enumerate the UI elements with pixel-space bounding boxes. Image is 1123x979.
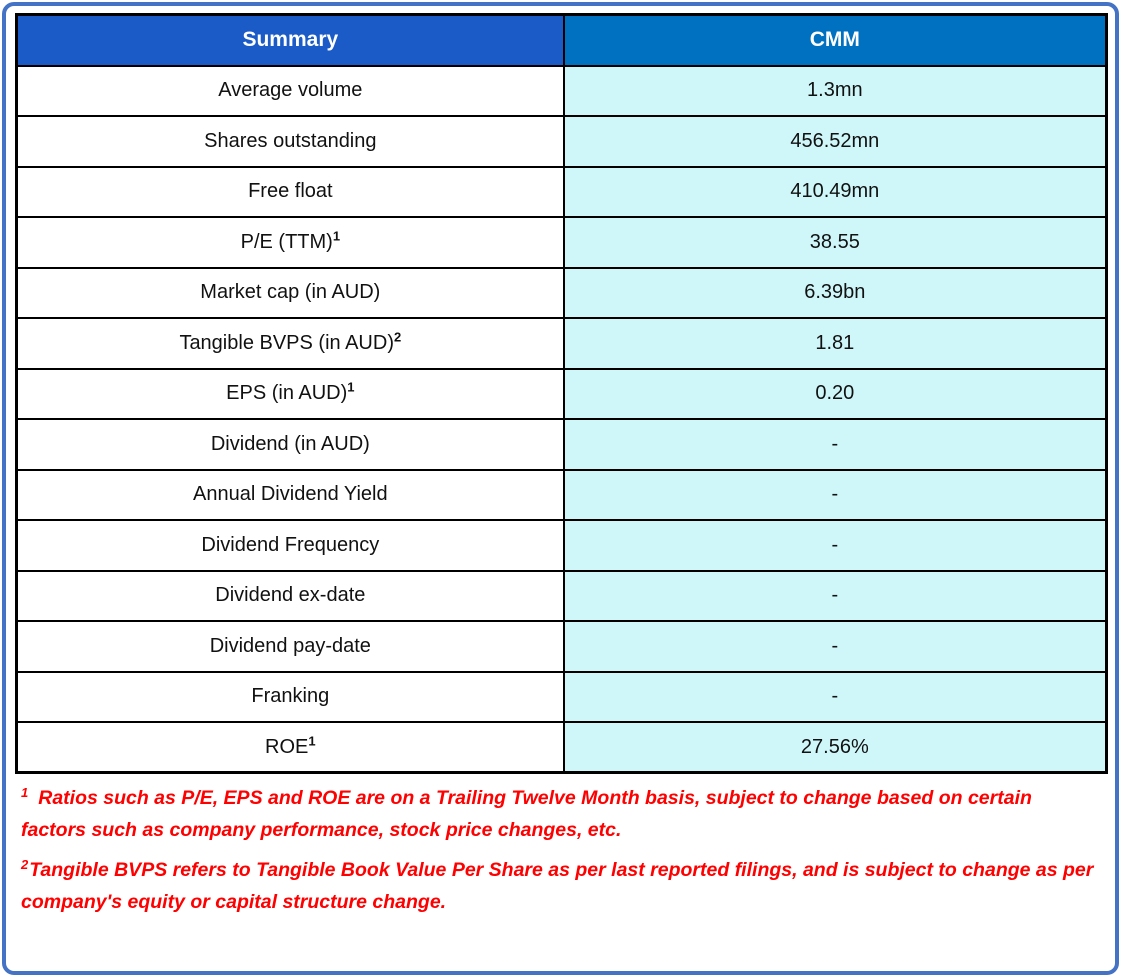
row-value: 1.81 xyxy=(564,318,1107,369)
row-value: - xyxy=(564,672,1107,723)
row-value: 27.56% xyxy=(564,722,1107,773)
table-row xyxy=(17,116,1107,167)
table-header xyxy=(17,15,1107,66)
table-row xyxy=(17,268,1107,319)
row-value: 1.3mn xyxy=(564,66,1107,117)
row-label-text: Dividend Frequency xyxy=(201,533,380,556)
row-label xyxy=(17,167,564,218)
row-value: - xyxy=(564,470,1107,521)
row-label xyxy=(17,268,564,319)
row-label-text: Free float xyxy=(248,180,333,203)
table-row xyxy=(17,167,1107,218)
row-label xyxy=(17,520,564,571)
row-label xyxy=(17,621,564,672)
row-label-text: Tangible BVPS (in AUD) xyxy=(179,331,394,354)
table-row xyxy=(17,571,1107,622)
row-label-text: EPS (in AUD) xyxy=(226,382,348,405)
row-label xyxy=(17,722,564,773)
footnote-marker: 1 xyxy=(347,379,355,395)
row-label xyxy=(17,116,564,167)
row-label xyxy=(17,217,564,268)
row-label-text: Dividend (in AUD) xyxy=(210,432,370,455)
row-label-text: Annual Dividend Yield xyxy=(193,483,388,506)
row-label-text: Dividend pay-date xyxy=(209,634,371,657)
header-cell-symbol: CMM xyxy=(564,15,1107,66)
outer-frame xyxy=(2,2,1119,975)
table-row xyxy=(17,520,1107,571)
row-value: 38.55 xyxy=(564,217,1107,268)
row-value: 410.49mn xyxy=(564,167,1107,218)
row-label-text: Franking xyxy=(251,685,330,708)
table-row xyxy=(17,217,1107,268)
table-row xyxy=(17,419,1107,470)
footnote-2-text: Tangible BVPS refers to Tangible Book Value Per Share as per last reported filings, and is subject to change as per company's equity or capital structure change. xyxy=(21,859,1094,913)
summary-table xyxy=(15,13,1108,774)
row-label xyxy=(17,571,564,622)
table-row xyxy=(17,722,1107,773)
row-value: 456.52mn xyxy=(564,116,1107,167)
table-row xyxy=(17,672,1107,723)
row-value: - xyxy=(564,419,1107,470)
footnote-1 xyxy=(21,782,1100,846)
header-row xyxy=(17,15,1107,66)
table-body xyxy=(17,66,1107,773)
table-row xyxy=(17,369,1107,420)
row-label xyxy=(17,419,564,470)
footnote-1-text: Ratios such as P/E, EPS and ROE are on a Trailing Twelve Month basis, subject to change based on certain factors such as company performance, stock price changes, etc. xyxy=(21,787,1032,841)
row-label xyxy=(17,470,564,521)
footnote-1-marker: 1 xyxy=(21,784,29,800)
footnote-marker: 2 xyxy=(393,329,402,345)
row-label-text: Market cap (in AUD) xyxy=(200,281,381,304)
row-label xyxy=(17,66,564,117)
row-label-text: Shares outstanding xyxy=(204,129,377,152)
footnote-marker: 1 xyxy=(308,732,316,748)
row-value: - xyxy=(564,571,1107,622)
row-value: 0.20 xyxy=(564,369,1107,420)
table-row xyxy=(17,621,1107,672)
row-value: 6.39bn xyxy=(564,268,1107,319)
footnotes-section xyxy=(15,774,1106,918)
header-cell-summary: Summary xyxy=(17,15,564,66)
row-label-text: P/E (TTM) xyxy=(240,230,333,253)
footnote-2-marker: 2 xyxy=(21,856,29,872)
row-label-text: Dividend ex-date xyxy=(215,584,366,607)
footnote-2 xyxy=(21,854,1100,918)
table-row xyxy=(17,66,1107,117)
row-label xyxy=(17,672,564,723)
row-value: - xyxy=(564,621,1107,672)
row-label-text: Average volume xyxy=(218,79,363,102)
row-label-text: ROE xyxy=(265,735,309,758)
footnote-marker: 1 xyxy=(332,228,341,244)
row-label xyxy=(17,318,564,369)
table-row xyxy=(17,470,1107,521)
table-row xyxy=(17,318,1107,369)
row-label xyxy=(17,369,564,420)
row-value: - xyxy=(564,520,1107,571)
